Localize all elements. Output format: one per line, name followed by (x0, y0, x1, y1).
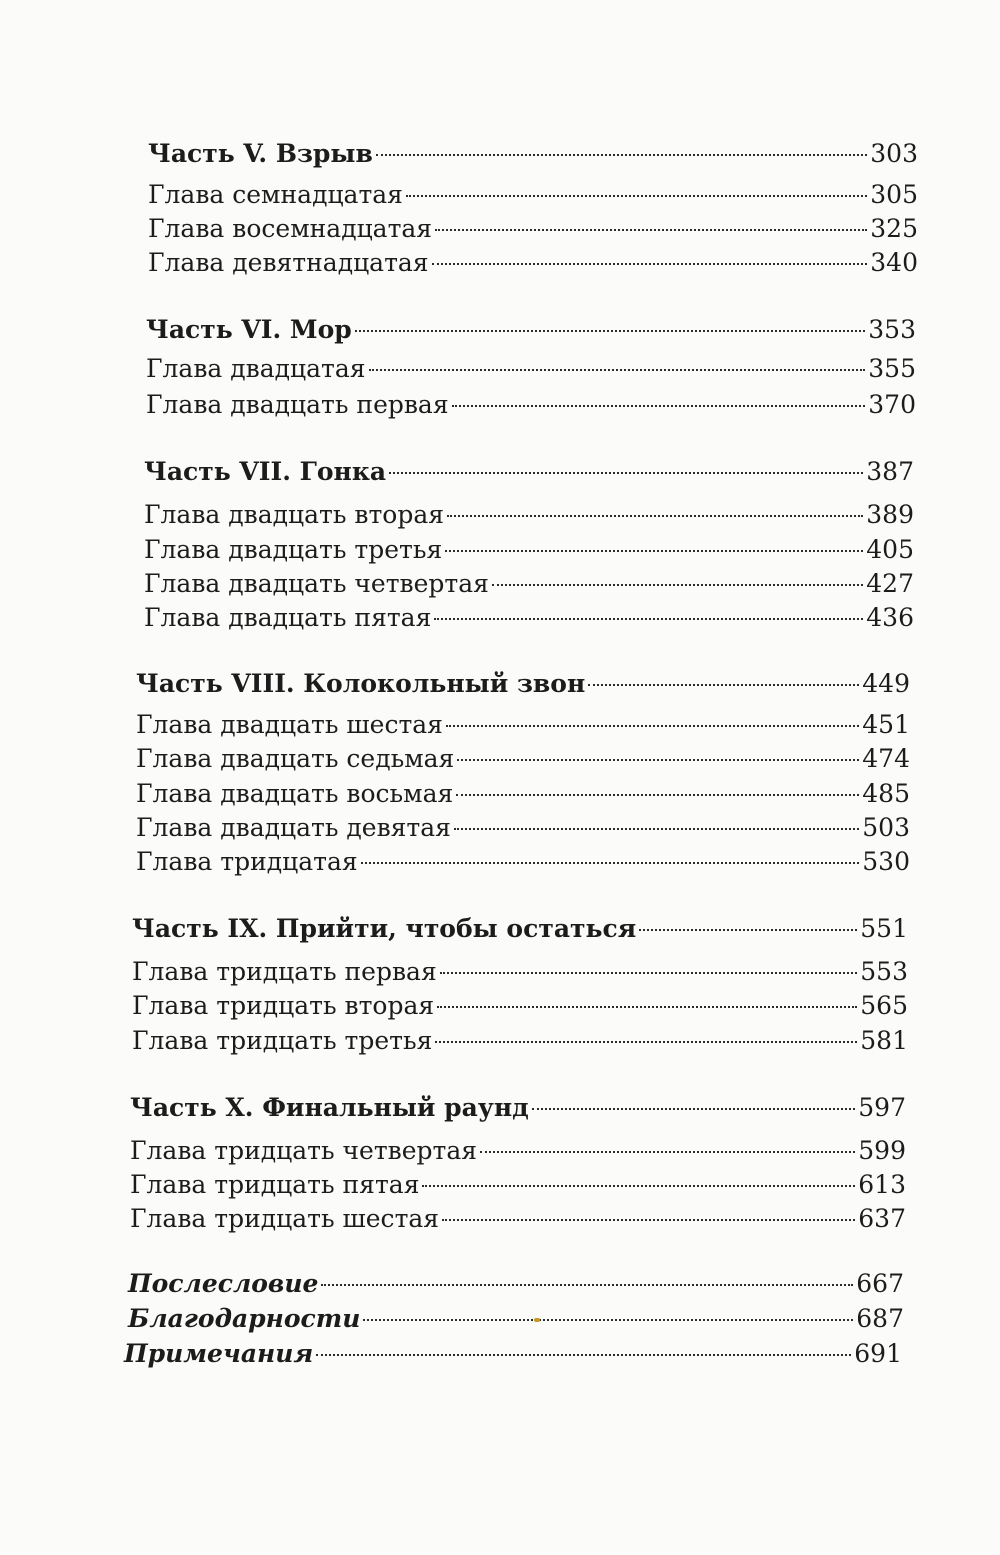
chapter-title: Глава двадцать девятая (136, 813, 451, 842)
toc-chapter[interactable] (146, 352, 916, 386)
toc-chapter[interactable] (148, 246, 918, 280)
chapter-title: Глава тридцатая (136, 847, 358, 876)
part-title: Часть V. Взрыв (148, 139, 373, 168)
toc-chapter[interactable] (144, 533, 914, 567)
dot-leader (437, 1006, 857, 1008)
toc-chapter[interactable] (132, 989, 908, 1023)
dot-leader (446, 725, 859, 727)
chapter-title: Глава двадцать четвертая (144, 569, 489, 598)
toc-chapter[interactable] (144, 498, 914, 532)
chapter-title: Глава двадцать пятая (144, 603, 432, 632)
page-number: 353 (868, 315, 916, 344)
page-number: 503 (862, 813, 910, 842)
page-number: 387 (866, 457, 914, 486)
toc-chapter[interactable] (148, 178, 918, 212)
page-number: 565 (860, 991, 908, 1020)
chapter-title: Глава двадцать первая (146, 390, 449, 419)
dot-leader (361, 862, 860, 864)
toc-chapter[interactable] (144, 567, 914, 601)
chapter-title: Глава двадцать третья (144, 535, 443, 564)
page-number: 355 (868, 354, 916, 383)
toc-chapter[interactable] (136, 845, 910, 879)
chapter-title: Глава тридцать третья (132, 1026, 433, 1055)
toc-part-8[interactable] (136, 667, 910, 701)
page-number: 451 (862, 710, 910, 739)
toc-chapter[interactable] (130, 1202, 906, 1236)
dot-leader (454, 828, 859, 830)
chapter-title: Глава двадцать вторая (144, 500, 445, 529)
dot-leader (316, 1354, 851, 1356)
dot-leader (376, 154, 867, 156)
chapter-title: Глава двадцать седьмая (136, 744, 455, 773)
chapter-title: Глава тридцать четвертая (130, 1136, 478, 1165)
toc-notes[interactable] (124, 1337, 902, 1371)
toc-chapter[interactable] (144, 601, 914, 635)
page-number: 325 (870, 214, 918, 243)
page-number: 485 (862, 779, 910, 808)
dot-leader (435, 229, 867, 231)
dot-leader (639, 929, 857, 931)
toc-part-10[interactable] (130, 1091, 906, 1125)
page-number: 474 (862, 744, 910, 773)
toc-acknowledgements[interactable] (128, 1302, 904, 1336)
toc-chapter[interactable] (132, 1024, 908, 1058)
chapter-title: Глава тридцать вторая (132, 991, 435, 1020)
dot-leader (532, 1108, 855, 1110)
dot-leader (457, 759, 859, 761)
part-title: Часть IX. Прийти, чтобы остаться (132, 914, 637, 943)
back-matter-title: Послесловие (128, 1269, 319, 1298)
dot-leader (445, 550, 863, 552)
part-title: Часть VI. Мор (146, 315, 352, 344)
dot-leader (422, 1185, 855, 1187)
page-number: 389 (866, 500, 914, 529)
chapter-title: Глава девятнадцатая (148, 248, 429, 277)
chapter-title: Глава тридцать пятая (130, 1170, 420, 1199)
dot-leader (434, 618, 863, 620)
page-number: 436 (866, 603, 914, 632)
dot-leader (389, 472, 863, 474)
dot-leader (492, 584, 863, 586)
page-number: 613 (858, 1170, 906, 1199)
page-number: 405 (866, 535, 914, 564)
page-number: 691 (854, 1339, 902, 1368)
dot-leader (447, 515, 863, 517)
page-number: 553 (860, 957, 908, 986)
toc-afterword[interactable] (128, 1267, 904, 1301)
dot-leader (480, 1151, 855, 1153)
page-number: 687 (856, 1304, 904, 1333)
chapter-title: Глава двадцатая (146, 354, 366, 383)
page-number: 551 (860, 914, 908, 943)
chapter-title: Глава семнадцатая (148, 180, 403, 209)
dot-leader (406, 195, 867, 197)
page-number: 597 (858, 1093, 906, 1122)
part-title: Часть VII. Гонка (144, 457, 387, 486)
page-number: 449 (862, 669, 910, 698)
page-number: 599 (858, 1136, 906, 1165)
toc-chapter[interactable] (130, 1168, 906, 1202)
chapter-title: Глава тридцать первая (132, 957, 437, 986)
toc-part-5[interactable] (148, 137, 918, 171)
dot-leader (435, 1041, 857, 1043)
toc-chapter[interactable] (130, 1134, 906, 1168)
page-number: 427 (866, 569, 914, 598)
part-title: Часть VIII. Колокольный звон (136, 669, 586, 698)
page-number: 581 (860, 1026, 908, 1055)
paper-speck (534, 1318, 540, 1322)
page-number: 370 (868, 390, 916, 419)
dot-leader (369, 369, 866, 371)
toc-part-9[interactable] (132, 912, 908, 946)
page-number: 667 (856, 1269, 904, 1298)
toc-part-7[interactable] (144, 455, 914, 489)
page-number: 637 (858, 1204, 906, 1233)
dot-leader (440, 972, 858, 974)
page-number: 303 (870, 139, 918, 168)
toc-chapter[interactable] (146, 388, 916, 422)
toc-chapter[interactable] (148, 212, 918, 246)
toc-chapter[interactable] (132, 955, 908, 989)
toc-chapter[interactable] (136, 777, 910, 811)
back-matter-title: Благодарности (128, 1304, 361, 1333)
toc-part-6[interactable] (146, 313, 916, 347)
dot-leader (452, 405, 866, 407)
dot-leader (432, 263, 868, 265)
chapter-title: Глава восемнадцатая (148, 214, 433, 243)
toc-chapter[interactable] (136, 708, 910, 742)
page-number: 530 (862, 847, 910, 876)
dot-leader (456, 794, 859, 796)
part-title: Часть X. Финальный раунд (130, 1093, 529, 1122)
page-number: 340 (870, 248, 918, 277)
dot-leader (363, 1319, 853, 1321)
dot-leader (321, 1284, 853, 1286)
dot-leader (588, 684, 859, 686)
toc-chapter[interactable] (136, 811, 910, 845)
toc-chapter[interactable] (136, 742, 910, 776)
chapter-title: Глава тридцать шестая (130, 1204, 440, 1233)
dot-leader (355, 330, 866, 332)
chapter-title: Глава двадцать восьмая (136, 779, 454, 808)
page-number: 305 (870, 180, 918, 209)
back-matter-title: Примечания (124, 1339, 314, 1368)
dot-leader (442, 1219, 855, 1221)
chapter-title: Глава двадцать шестая (136, 710, 443, 739)
